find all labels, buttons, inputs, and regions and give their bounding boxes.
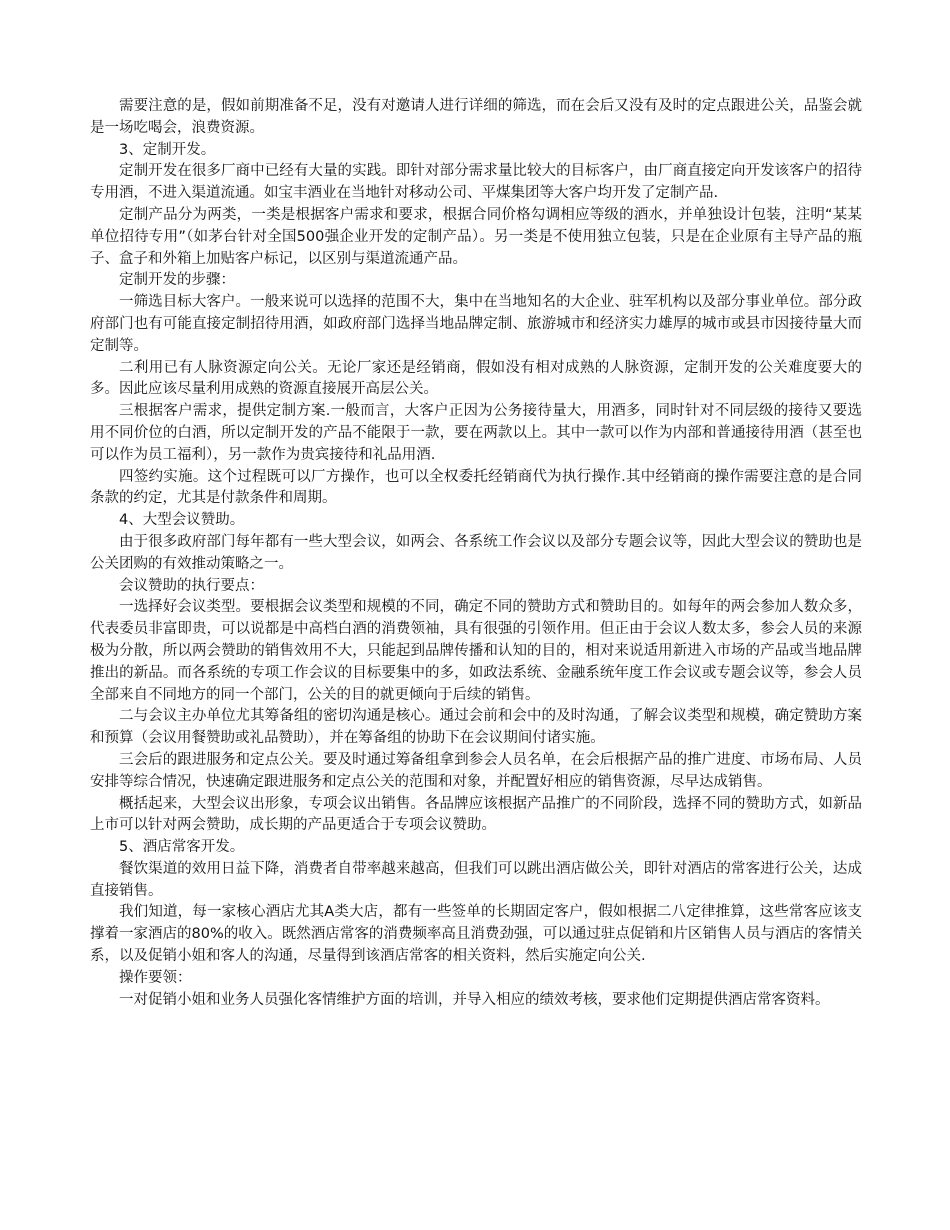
subheading: 操作要领： [119,969,192,986]
paragraph: 一对促销小姐和业务人员强化客情维护方面的培训，并导入相应的绩效考核，要求他们定期提供酒店常客资料。 [119,991,830,1008]
paragraph: 定制开发在很多厂商中已经有大量的实践。即针对部分需求量比较大的目标客户，由厂商直接定向开发该客户的招待专用酒，不进入渠道流通。如宝丰酒业在当地针对移动公司、平煤集团等大客户均开发了定制产品. [90,163,862,202]
section-heading: 5、酒店常客开发。 [119,839,245,856]
paragraph: 需要注意的是，假如前期准备不足，没有对邀请人进行详细的筛选，而在会后又没有及时的定点跟进公关，品鉴会就是一场吃喝会，浪费资源。 [90,98,862,136]
paragraph: 一筛选目标大客户。一般来说可以选择的范围不大，集中在当地知名的大企业、驻军机构以及部分事业单位。部分政府部门也有可能直接定制招待用酒，如政府部门选择当地品牌定制、旅游城市和经济实力雄厚的城市或县市因接待量大而定制等。 [90,294,862,354]
paragraph: 一选择好会议类型。要根据会议类型和规模的不同，确定不同的赞助方式和赞助目的。如每年的两会参加人数众多，代表委员非富即贵，可以说都是中高档白酒的消费领袖，具有很强的引领作用。但正由于会议人数太多，参会人员的来源极为分散，所以两会赞助的销售效用不大，只能起到品牌传播和认知的目的，相对来说适用新进入市场的产品或当地品牌推出的新品。而各系统的专项工作会议的目标要集中的多，如政法系统、金融系统年度工作会议或专题会议等，参会人员全部来自不同地方的同一个部门，公关的目的就更倾向于后续的销售。 [90,599,862,703]
section-heading: 4、大型会议赞助。 [119,512,245,529]
paragraph: 概括起来，大型会议出形象，专项会议出销售。各品牌应该根据产品推广的不同阶段，选择不同的赞助方式，如新品上市可以针对两会赞助，成长期的产品更适合于专项会议赞助。 [90,795,862,834]
paragraph: 定制产品分为两类，一类是根据客户需求和要求，根据合同价格勾调相应等级的酒水，并单独设计包装，注明“某某单位招待专用”（如茅台针对全国500强企业开发的定制产品）。另一类是不使用独立包装，只是在企业原有主导产品的瓶子、盒子和外箱上加贴客户标记，以区别与渠道流通产品。 [90,206,862,267]
paragraph: 由于很多政府部门每年都有一些大型会议，如两会、各系统工作会议以及部分专题会议等，因此大型会议的赞助也是公关团购的有效推动策略之一。 [90,533,862,572]
paragraph: 三根据客户需求，提供定制方案.一般而言，大客户正因为公务接待量大，用酒多，同时针对不同层级的接待又要选用不同价位的白酒，所以定制开发的产品不能限于一款，要在两款以上。其中一款可以作为内部和普通接待用酒（甚至也可以作为员工福利），另一款作为贵宾接待和礼品用酒. [90,403,862,463]
document-body [90,96,862,1011]
paragraph: 二利用已有人脉资源定向公关。无论厂家还是经销商，假如没有相对成熟的人脉资源，定制开发的公关难度要大的多。因此应该尽量利用成熟的资源直接展开高层公关。 [90,359,862,398]
paragraph: 三会后的跟进服务和定点公关。要及时通过筹备组拿到参会人员名单，在会后根据产品的推广进度、市场布局、人员安排等综合情况，快速确定跟进服务和定点公关的范围和对象，并配置好相应的销售资源，尽早达成销售。 [90,751,862,790]
subheading: 定制开发的步骤： [119,272,235,289]
subheading: 会议赞助的执行要点： [119,577,264,594]
paragraph: 四签约实施。这个过程既可以厂方操作，也可以全权委托经销商代为执行操作.其中经销商的操作需要注意的是合同条款的约定，尤其是付款条件和周期。 [90,468,862,507]
paragraph: 二与会议主办单位尤其筹备组的密切沟通是核心。通过会前和会中的及时沟通，了解会议类型和规模，确定赞助方案和预算（会议用餐赞助或礼品赞助），并在筹备组的协助下在会议期间付诸实施。 [90,708,862,747]
paragraph: 我们知道，每一家核心酒店尤其A类大店，都有一些签单的长期固定客户，假如根据二八定律推算，这些常客应该支撑着一家酒店的80%的收入。既然酒店常客的消费频率高且消费劲强，可以通过驻点促销和片区销售人员与酒店的客情关系，以及促销小姐和客人的沟通，尽量得到该酒店常客的相关资料，然后实施定向公关. [90,904,862,965]
paragraph: 餐饮渠道的效用日益下降，消费者自带率越来越高，但我们可以跳出酒店做公关，即针对酒店的常客进行公关，达成直接销售。 [90,860,862,899]
section-heading: 3、定制开发。 [119,141,216,158]
